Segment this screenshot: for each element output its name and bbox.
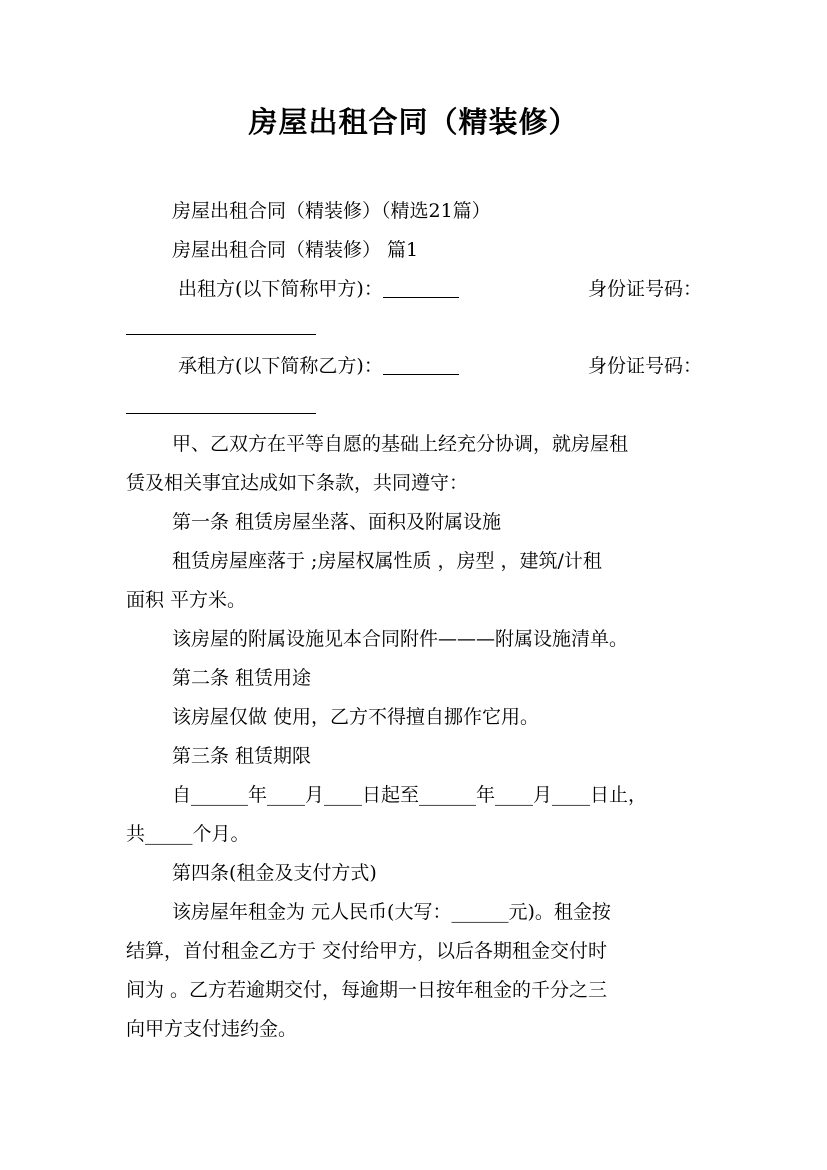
- section-heading: 房屋出租合同（精装修） 篇1: [172, 239, 419, 261]
- lessee-id-label: 身份证号码：: [587, 355, 702, 377]
- lessor-line: [126, 276, 702, 302]
- lessor-label-text: 出租方(以下简称甲方)：: [178, 278, 383, 300]
- lessor-id-label: 身份证号码：: [587, 278, 702, 300]
- paragraph-line: 甲、乙双方在平等自愿的基础上经充分协调，就房屋租: [172, 433, 629, 455]
- paragraph-line: 面积 平方米。: [126, 589, 247, 611]
- paragraph-line: 该房屋仅做 使用，乙方不得擅自挪作它用。: [172, 706, 540, 728]
- lessor-id-blank: [126, 334, 316, 335]
- subtitle-line: 房屋出租合同（精装修）（精选21篇）: [172, 200, 491, 222]
- lessee-line: [126, 353, 702, 379]
- paragraph-line: 共_____个月。: [126, 823, 250, 845]
- article-heading: 第四条(租金及支付方式): [172, 862, 377, 884]
- paragraph-line: 赁及相关事宜达成如下条款，共同遵守：: [126, 472, 469, 494]
- lessee-label: [178, 353, 459, 379]
- lessor-name-blank: [383, 277, 459, 298]
- article-heading: 第二条 租赁用途: [172, 667, 312, 689]
- article-heading: 第一条 租赁房屋坐落、面积及附属设施: [172, 511, 502, 533]
- lessee-id-blank: [126, 413, 316, 414]
- lessor-label: [178, 276, 459, 302]
- paragraph-line: 该房屋的附属设施见本合同附件———附属设施清单。: [172, 628, 629, 650]
- paragraph-line: 结算，首付租金乙方于 交付给甲方，以后各期租金交付时: [126, 940, 608, 962]
- paragraph-line: 向甲方支付违约金。: [126, 1018, 298, 1040]
- paragraph-line: 间为 。乙方若逾期交付，每逾期一日按年租金的千分之三: [126, 979, 608, 1001]
- paragraph-line: 租赁房屋座落于 ;房屋权属性质 ，房型 ，建筑/计租: [172, 550, 602, 572]
- paragraph-line: 该房屋年租金为 元人民币(大写：______元)。租金按: [172, 901, 611, 923]
- article-heading: 第三条 租赁期限: [172, 745, 312, 767]
- paragraph-line: 自______年____月____日起至______年____月____日止，: [172, 784, 648, 806]
- document-title: 房屋出租合同（精装修）: [248, 105, 579, 139]
- lessee-name-blank: [383, 354, 459, 375]
- lessee-label-text: 承租方(以下简称乙方)：: [178, 355, 383, 377]
